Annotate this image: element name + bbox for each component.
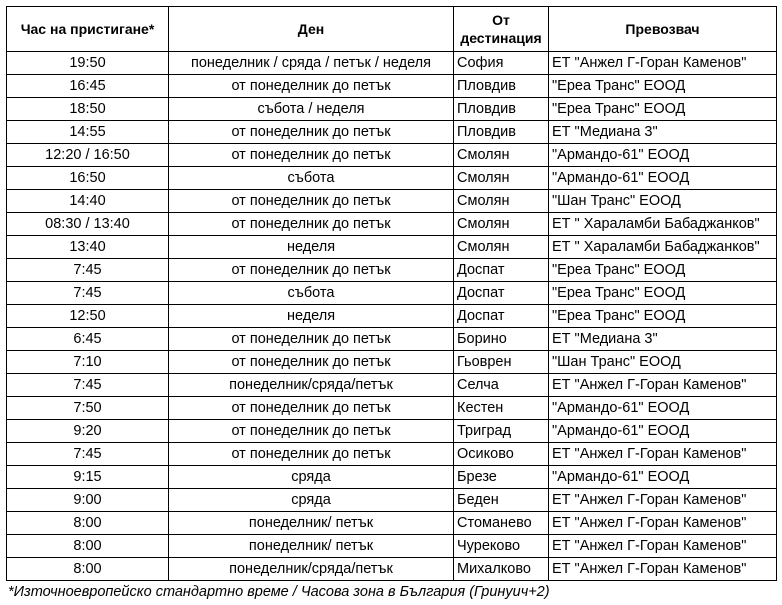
table-row [7, 489, 777, 512]
carrier-cell: "Армандо-61" ЕООД [549, 397, 777, 420]
day-cell: от понеделник до петък [169, 351, 454, 374]
table-row [7, 397, 777, 420]
carrier-cell: "Ереа Транс" ЕООД [549, 75, 777, 98]
from-destination-cell: Чуреково [454, 535, 549, 558]
day-cell: събота [169, 167, 454, 190]
day-cell: понеделник/сряда/петък [169, 374, 454, 397]
from-destination-cell: Брезе [454, 466, 549, 489]
table-row [7, 75, 777, 98]
arrival-time-cell: 9:20 [7, 420, 169, 443]
table-row [7, 144, 777, 167]
carrier-cell: "Армандо-61" ЕООД [549, 420, 777, 443]
arrival-time-cell: 12:50 [7, 305, 169, 328]
arrival-time-cell: 6:45 [7, 328, 169, 351]
carrier-cell: "Ереа Транс" ЕООД [549, 305, 777, 328]
day-cell: сряда [169, 466, 454, 489]
from-destination-cell: Доспат [454, 305, 549, 328]
from-destination-cell: Беден [454, 489, 549, 512]
table-row [7, 443, 777, 466]
arrival-time-cell: 14:40 [7, 190, 169, 213]
from-destination-cell: Триград [454, 420, 549, 443]
table-row [7, 282, 777, 305]
day-cell: от понеделник до петък [169, 121, 454, 144]
schedule-table-wrapper [6, 6, 777, 581]
from-destination-cell: Смолян [454, 236, 549, 259]
arrival-time-cell: 8:00 [7, 512, 169, 535]
carrier-cell: "Армандо-61" ЕООД [549, 167, 777, 190]
from-destination-cell: Смолян [454, 167, 549, 190]
arrival-time-cell: 7:10 [7, 351, 169, 374]
carrier-cell: ЕТ "Медиана 3" [549, 121, 777, 144]
arrivals-schedule-table [6, 6, 777, 581]
carrier-cell: ЕТ "Анжел Г-Горан Каменов" [549, 52, 777, 75]
day-cell: от понеделник до петък [169, 144, 454, 167]
day-cell: понеделник/сряда/петък [169, 558, 454, 581]
from-destination-cell: Михалково [454, 558, 549, 581]
table-row [7, 236, 777, 259]
day-cell: неделя [169, 305, 454, 328]
carrier-cell: ЕТ " Хараламби Бабаджанков" [549, 236, 777, 259]
header-carrier: Превозвач [549, 7, 777, 52]
from-destination-cell: Пловдив [454, 75, 549, 98]
table-row [7, 466, 777, 489]
table-row [7, 420, 777, 443]
header-from-line1: От [492, 12, 510, 28]
day-cell: от понеделник до петък [169, 190, 454, 213]
carrier-cell: "Ереа Транс" ЕООД [549, 259, 777, 282]
arrival-time-cell: 18:50 [7, 98, 169, 121]
day-cell: от понеделник до петък [169, 420, 454, 443]
table-row [7, 535, 777, 558]
carrier-cell: ЕТ "Анжел Г-Горан Каменов" [549, 489, 777, 512]
from-destination-cell: Смолян [454, 190, 549, 213]
from-destination-cell: Борино [454, 328, 549, 351]
day-cell: понеделник / сряда / петък / неделя [169, 52, 454, 75]
header-from-line2: дестинация [460, 30, 542, 46]
arrival-time-cell: 7:45 [7, 259, 169, 282]
day-cell: събота [169, 282, 454, 305]
table-row [7, 52, 777, 75]
day-cell: събота / неделя [169, 98, 454, 121]
table-row [7, 259, 777, 282]
arrival-time-cell: 7:45 [7, 282, 169, 305]
from-destination-cell: Осиково [454, 443, 549, 466]
from-destination-cell: Доспат [454, 282, 549, 305]
arrival-time-cell: 16:50 [7, 167, 169, 190]
header-day: Ден [169, 7, 454, 52]
carrier-cell: ЕТ "Анжел Г-Горан Каменов" [549, 535, 777, 558]
arrival-time-cell: 7:50 [7, 397, 169, 420]
table-row [7, 121, 777, 144]
from-destination-cell: Пловдив [454, 121, 549, 144]
day-cell: от понеделник до петък [169, 213, 454, 236]
table-row [7, 98, 777, 121]
carrier-cell: "Шан Транс" ЕООД [549, 351, 777, 374]
carrier-cell: ЕТ " Хараламби Бабаджанков" [549, 213, 777, 236]
arrival-time-cell: 08:30 / 13:40 [7, 213, 169, 236]
carrier-cell: "Шан Транс" ЕООД [549, 190, 777, 213]
table-row [7, 374, 777, 397]
arrival-time-cell: 19:50 [7, 52, 169, 75]
from-destination-cell: София [454, 52, 549, 75]
from-destination-cell: Доспат [454, 259, 549, 282]
day-cell: сряда [169, 489, 454, 512]
from-destination-cell: Стоманево [454, 512, 549, 535]
carrier-cell: "Армандо-61" ЕООД [549, 144, 777, 167]
carrier-cell: ЕТ "Анжел Г-Горан Каменов" [549, 558, 777, 581]
table-row [7, 167, 777, 190]
table-row [7, 512, 777, 535]
carrier-cell: ЕТ "Анжел Г-Горан Каменов" [549, 443, 777, 466]
arrival-time-cell: 16:45 [7, 75, 169, 98]
from-destination-cell: Смолян [454, 144, 549, 167]
day-cell: неделя [169, 236, 454, 259]
table-row [7, 351, 777, 374]
day-cell: понеделник/ петък [169, 535, 454, 558]
carrier-cell: "Ереа Транс" ЕООД [549, 282, 777, 305]
day-cell: понеделник/ петък [169, 512, 454, 535]
from-destination-cell: Пловдив [454, 98, 549, 121]
table-header-row [7, 7, 777, 52]
arrival-time-cell: 9:00 [7, 489, 169, 512]
from-destination-cell: Смолян [454, 213, 549, 236]
day-cell: от понеделник до петък [169, 259, 454, 282]
from-destination-cell: Селча [454, 374, 549, 397]
day-cell: от понеделник до петък [169, 443, 454, 466]
carrier-cell: ЕТ "Анжел Г-Горан Каменов" [549, 512, 777, 535]
day-cell: от понеделник до петък [169, 397, 454, 420]
table-row [7, 305, 777, 328]
day-cell: от понеделник до петък [169, 75, 454, 98]
arrival-time-cell: 7:45 [7, 443, 169, 466]
table-row [7, 328, 777, 351]
arrival-time-cell: 9:15 [7, 466, 169, 489]
table-row [7, 190, 777, 213]
arrival-time-cell: 12:20 / 16:50 [7, 144, 169, 167]
carrier-cell: "Ереа Транс" ЕООД [549, 98, 777, 121]
header-from-destination [454, 7, 549, 52]
table-row [7, 213, 777, 236]
arrival-time-cell: 13:40 [7, 236, 169, 259]
carrier-cell: ЕТ "Медиана 3" [549, 328, 777, 351]
from-destination-cell: Кестен [454, 397, 549, 420]
arrival-time-cell: 14:55 [7, 121, 169, 144]
arrival-time-cell: 8:00 [7, 535, 169, 558]
from-destination-cell: Гьоврен [454, 351, 549, 374]
table-row [7, 558, 777, 581]
carrier-cell: "Армандо-61" ЕООД [549, 466, 777, 489]
header-arrival-time: Час на пристигане* [7, 7, 169, 52]
day-cell: от понеделник до петък [169, 328, 454, 351]
carrier-cell: ЕТ "Анжел Г-Горан Каменов" [549, 374, 777, 397]
footnote: *Източноевропейско стандартно време / Часова зона в България (Гринуич+2) [8, 584, 550, 600]
arrival-time-cell: 8:00 [7, 558, 169, 581]
arrival-time-cell: 7:45 [7, 374, 169, 397]
